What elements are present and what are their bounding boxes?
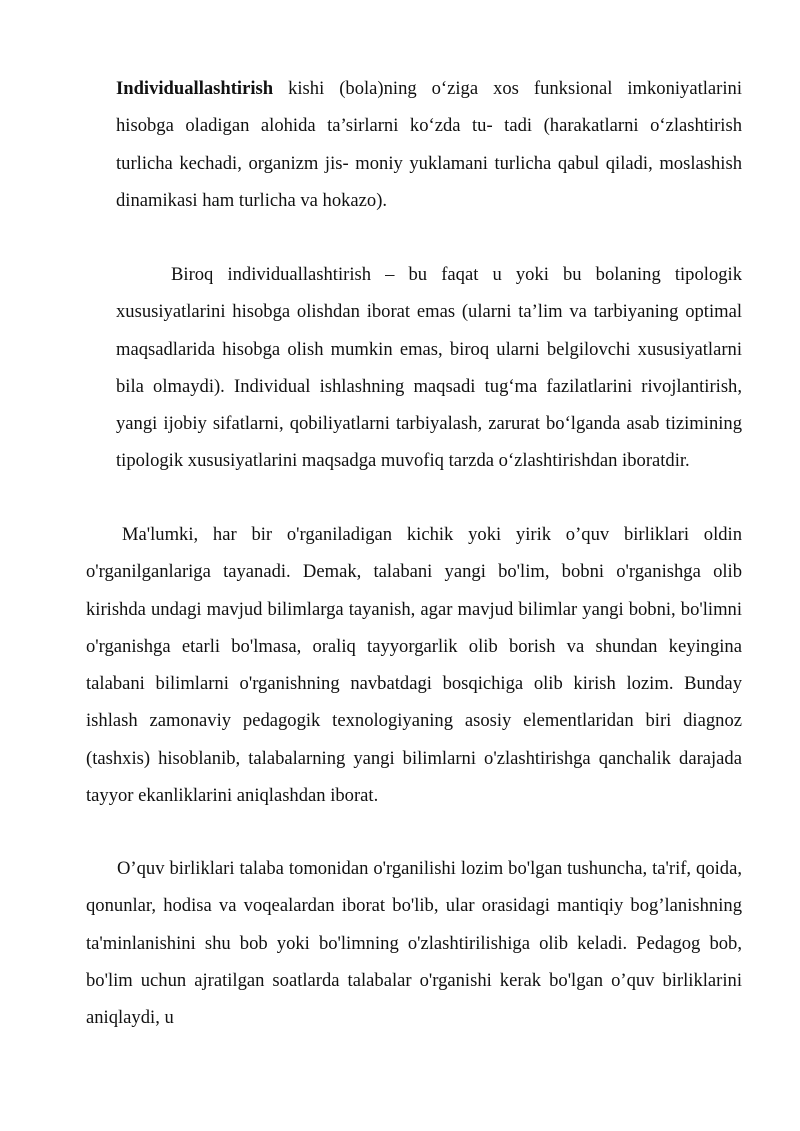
- paragraph-prior-knowledge: Ma'lumki, har bir o'rganiladigan kichik yoki yirik o’quv birliklari oldin o'rganilganlariga tayanadi. Demak, talabani yangi bo'lim, bobni o'rganishga olib kirishda undagi mavjud bilimlarga tayanish, agar mavjud bilimlar yangi bobni, bo'limni o'rganishga etarli bo'lmasa, oraliq tayyorgarlik olib borish va shundan keyingina talabani bilimlarni o'rganishning navbatdagi bosqichiga olib kirish lozim. Bunday ishlash zamonaviy pedagogik texnologiyaning asosiy elementlaridan biri diagnoz (tashxis) hisoblanib, talabalarning yangi bilimlarni o'zlashtirishga qanchalik darajada tayyor ekanliklarini aniqlashdan iborat.: [86, 524, 742, 807]
- paragraph-individualization-definition: [116, 70, 742, 219]
- paragraph-text: kishi (bola)ning o‘ziga xos funksional imkoniyatlarini hisobga oladigan alohida ta’sirlarni ko‘zda tu- tadi (harakatlarni o‘zlashtirish turlicha kechadi, organizm jis- moniy yuklamani turlicha qabul qiladi, moslashish dinamikasi ham turlicha va hokazo).: [116, 78, 742, 211]
- term-individuallashtirish: Individuallashtirish: [116, 78, 274, 99]
- paragraph-individualization-purpose: Biroq individuallashtirish – bu faqat u yoki bu bolaning tipologik xususiyatlarini hisobga olishdan iborat emas (ularni ta’lim va tarbiyaning optimal maqsadlarida hisobga olish mumkin emas, biroq ularni belgilovchi xususiyatlarni bila olmaydi). Individual ishlashning maqsadi tug‘ma fazilatlarini rivojlantirish, yangi ijobiy sifatlarni, qobiliyatlarni tarbiyalash, zarurat bo‘lganda asab tizimining tipologik xususiyatlarini maqsadga muvofiq tarzda o‘zlashtirishdan iboratdir.: [116, 264, 742, 472]
- paragraph-learning-units: O’quv birliklari talaba tomonidan o'rganilishi lozim bo'lgan tushuncha, ta'rif, qoida, qonunlar, hodisa va voqealardan iborat bo'lib, ular orasidagi mantiqiy bog’lanishning ta'minlanishini shu bob yoki bo'limning o'zlashtirilishiga olib keladi. Pedagog bob, bo'lim uchun ajratilgan soatlarda talabalar o'rganishi kerak bo'lgan o’quv birliklarini aniqlaydi, u: [86, 858, 742, 1029]
